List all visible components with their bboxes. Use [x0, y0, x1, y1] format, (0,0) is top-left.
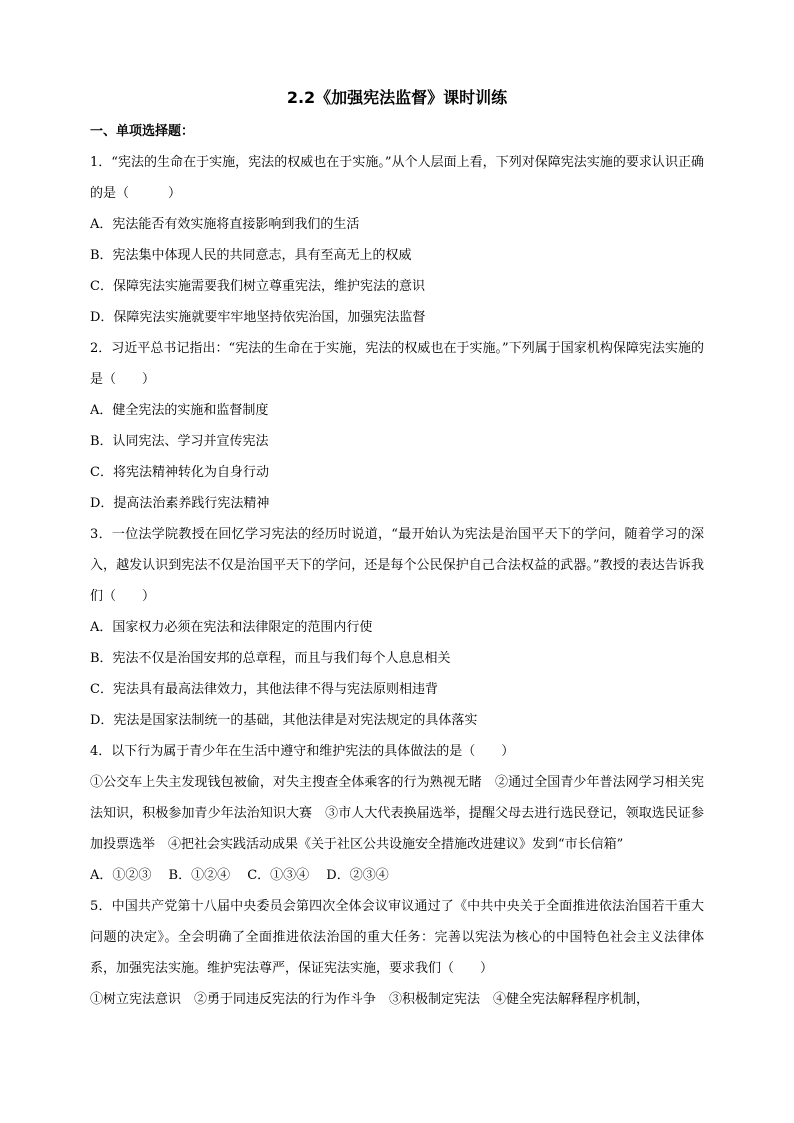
option-b: B．宪法不仅是治国安邦的总章程，而且与我们每个人息息相关	[90, 651, 451, 666]
option-a: A．健全宪法的实施和监督制度	[90, 403, 269, 418]
document-page	[90, 84, 704, 1015]
option-c: C．将宪法精神转化为自身行动	[90, 465, 269, 480]
option-a: A．国家权力必须在宪法和法律限定的范围内行使	[90, 620, 373, 635]
option-a: A．宪法能否有效实施将直接影响到我们的生活	[90, 217, 360, 232]
question-4	[90, 736, 704, 891]
question-stem: 4．以下行为属于青少年在生活中遵守和维护宪法的具体做法的是（ ）	[90, 744, 515, 759]
question-5	[90, 891, 704, 1015]
options-line: A．①②③ B．①②④ C．①③④ D．②③④	[90, 868, 389, 883]
question-stem: 2．习近平总书记指出：“宪法的生命在于实施，宪法的权威也在于实施。”下列属于国家机构保障宪法实施的是（ ）	[90, 341, 704, 387]
option-b: B．宪法集中体现人民的共同意志，具有至高无上的权威	[90, 248, 412, 263]
question-statements: ①树立宪法意识 ②勇于同违反宪法的行为作斗争 ③积极制定宪法 ④健全宪法解释程序机制，	[90, 992, 650, 1007]
option-c: C．保障宪法实施需要我们树立尊重宪法，维护宪法的意识	[90, 279, 425, 294]
question-1	[90, 147, 704, 333]
question-stem: 5．中国共产党第十八届中央委员会第四次全体会议审议通过了《中共中央关于全面推进依法治国若干重大问题的决定》。全会明确了全面推进依法治国的重大任务：完善以宪法为核心的中国特色社会主义法律体系，加强宪法实施。维护宪法尊严，保证宪法实施，要求我们（ ）	[90, 899, 704, 976]
question-statements: ①公交车上失主发现钱包被偷，对失主搜查全体乘客的行为熟视无睹 ②通过全国青少年普法网学习相关宪法知识，积极参加青少年法治知识大赛 ③市人大代表换届选举，提醒父母去进行选民登记，领取选民证参加投票选举 ④把社会实践活动成果《关于社区公共设施安全措施改进建议》发到“市长信箱”	[90, 775, 704, 852]
question-2	[90, 333, 704, 519]
option-d: D．保障宪法实施就要牢牢地坚持依宪治国，加强宪法监督	[90, 310, 426, 325]
option-b: B．认同宪法、学习并宣传宪法	[90, 434, 269, 449]
question-stem: 1．“宪法的生命在于实施，宪法的权威也在于实施。”从个人层面上看，下列对保障宪法实施的要求认识正确的是（ ）	[90, 155, 704, 201]
document-title: 2.2《加强宪法监督》课时训练	[286, 88, 508, 107]
option-c: C．宪法具有最高法律效力，其他法律不得与宪法原则相违背	[90, 682, 438, 697]
section-heading: 一、单项选择题：	[90, 124, 195, 139]
question-stem: 3．一位法学院教授在回忆学习宪法的经历时说道，“最开始认为宪法是治国平天下的学问，随着学习的深入，越发认识到宪法不仅是治国平天下的学问，还是每个公民保护自己合法权益的武器。”教授的表达告诉我们（ ）	[90, 527, 704, 604]
option-d: D．宪法是国家法制统一的基础，其他法律是对宪法规定的具体落实	[90, 713, 478, 728]
option-d: D．提高法治素养践行宪法精神	[90, 496, 270, 511]
question-3	[90, 519, 704, 736]
